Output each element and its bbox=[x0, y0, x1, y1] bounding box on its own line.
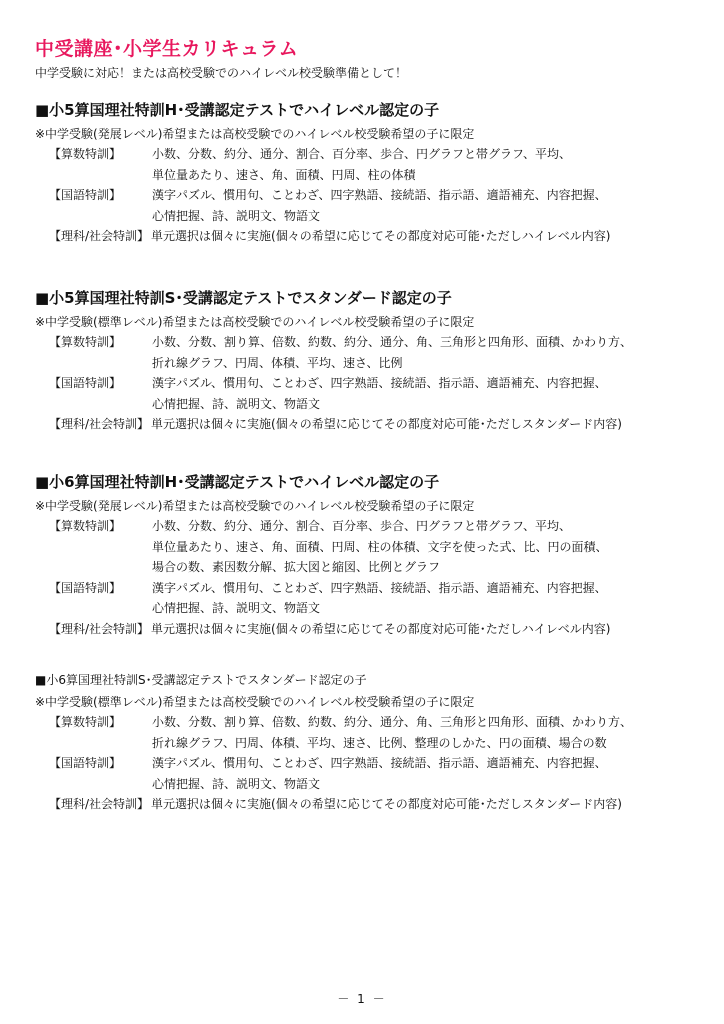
subject-line: 折れ線グラフ、円周、体積、平均、速さ、比例、整理のしかた、円の面積、場合の数 bbox=[152, 735, 607, 750]
subject-label: 【算数特訓】 bbox=[49, 715, 122, 729]
subject-label: 【国語特訓】 bbox=[49, 580, 122, 595]
subject-line: 単元選択は個々に実施(個々の希望に応じてその都度対応可能･ただしハイレベル内容) bbox=[151, 229, 611, 243]
section-note: ※中学受験(標準レベル)希望または高校受験でのハイレベル校受験希望の子に限定 bbox=[35, 315, 475, 329]
subject-label: 【理科/社会特訓】 bbox=[49, 797, 150, 811]
subject-line: 小数、分数、割り算、倍数、約数、約分、通分、角、三角形と四角形、面積、かわり方、 bbox=[152, 715, 633, 729]
subject-math bbox=[49, 332, 705, 373]
subject-line: 心情把握、詩、説明文、物語文 bbox=[152, 208, 321, 223]
subject-label: 【理科/社会特訓】 bbox=[49, 229, 150, 243]
section-note: ※中学受験(発展レベル)希望または高校受験でのハイレベル校受験希望の子に限定 bbox=[35, 499, 475, 513]
curriculum-section-g5-high bbox=[35, 98, 705, 247]
subject-math bbox=[49, 516, 705, 578]
subject-line: 漢字パズル、慣用句、ことわざ、四字熟語、接続語、指示語、適語補充、内容把握、 bbox=[152, 580, 607, 595]
section-title: ■小6算国理社特訓S･受講認定テストでスタンダード認定の子 bbox=[35, 673, 367, 687]
subject-line: 漢字パズル、慣用句、ことわざ、四字熟語、接続語、指示語、適語補充、内容把握、 bbox=[152, 756, 607, 770]
subject-science-social bbox=[49, 226, 705, 247]
curriculum-section-g6-standard bbox=[35, 670, 705, 815]
page-subtitle: 中学受験に対応！または高校受験でのハイレベル校受験準備として！ bbox=[35, 66, 408, 80]
subject-line: 小数、分数、約分、通分、割合、百分率、歩合、円グラフと帯グラフ、平均、 bbox=[152, 519, 572, 533]
subject-science-social bbox=[49, 414, 705, 435]
page-title: 中受講座･小学生カリキュラム bbox=[35, 38, 299, 60]
section-title: ■小5算国理社特訓S･受講認定テストでスタンダード認定の子 bbox=[35, 289, 452, 307]
subject-line: 漢字パズル、慣用句、ことわざ、四字熟語、接続語、指示語、適語補充、内容把握、 bbox=[152, 376, 607, 390]
subject-line: 単位量あたり、速さ、角、面積、円周、柱の体積 bbox=[152, 167, 416, 182]
subject-japanese bbox=[49, 578, 705, 619]
section-title: ■小5算国理社特訓H･受講認定テストでハイレベル認定の子 bbox=[35, 101, 440, 119]
subject-japanese bbox=[49, 753, 705, 794]
subject-line: 折れ線グラフ、円周、体積、平均、速さ、比例 bbox=[152, 355, 403, 370]
subject-label: 【国語特訓】 bbox=[49, 756, 122, 770]
subject-science-social bbox=[49, 619, 705, 640]
subject-math bbox=[49, 712, 705, 753]
subject-line: 場合の数、素因数分解、拡大図と縮図、比例とグラフ bbox=[152, 560, 441, 574]
subject-line: 単位量あたり、速さ、角、面積、円周、柱の体積、文字を使った式、比、円の面積、 bbox=[152, 539, 608, 554]
page-number: － 1 － bbox=[337, 992, 387, 1006]
subject-line: 単元選択は個々に実施(個々の希望に応じてその都度対応可能･ただしスタンダード内容) bbox=[151, 797, 622, 811]
subject-line: 単元選択は個々に実施(個々の希望に応じてその都度対応可能･ただしスタンダード内容) bbox=[151, 417, 622, 431]
subject-line: 小数、分数、割り算、倍数、約数、約分、通分、角、三角形と四角形、面積、かわり方、 bbox=[152, 335, 633, 349]
subject-science-social bbox=[49, 794, 705, 815]
subject-label: 【理科/社会特訓】 bbox=[49, 417, 150, 431]
subject-line: 心情把握、詩、説明文、物語文 bbox=[152, 396, 321, 411]
curriculum-section-g6-high bbox=[35, 470, 705, 639]
subject-line: 単元選択は個々に実施(個々の希望に応じてその都度対応可能･ただしハイレベル内容) bbox=[151, 621, 611, 636]
subject-line: 心情把握、詩、説明文、物語文 bbox=[152, 601, 321, 615]
subject-math bbox=[49, 144, 705, 185]
subject-line: 小数、分数、約分、通分、割合、百分率、歩合、円グラフと帯グラフ、平均、 bbox=[152, 147, 572, 161]
subject-label: 【算数特訓】 bbox=[49, 335, 122, 349]
subject-japanese bbox=[49, 373, 705, 414]
subject-label: 【国語特訓】 bbox=[49, 188, 122, 202]
section-note: ※中学受験(発展レベル)希望または高校受験でのハイレベル校受験希望の子に限定 bbox=[35, 127, 475, 141]
subject-japanese bbox=[49, 185, 705, 226]
subject-label: 【算数特訓】 bbox=[49, 147, 122, 161]
subject-line: 漢字パズル、慣用句、ことわざ、四字熟語、接続語、指示語、適語補充、内容把握、 bbox=[152, 188, 607, 202]
subject-label: 【国語特訓】 bbox=[49, 376, 122, 390]
section-note: ※中学受験(標準レベル)希望または高校受験でのハイレベル校受験希望の子に限定 bbox=[35, 695, 475, 709]
subject-label: 【理科/社会特訓】 bbox=[49, 621, 150, 636]
subject-line: 心情把握、詩、説明文、物語文 bbox=[152, 776, 321, 791]
subject-label: 【算数特訓】 bbox=[49, 519, 122, 533]
curriculum-section-g5-standard bbox=[35, 286, 705, 435]
section-title: ■小6算国理社特訓H･受講認定テストでハイレベル認定の子 bbox=[35, 473, 440, 491]
